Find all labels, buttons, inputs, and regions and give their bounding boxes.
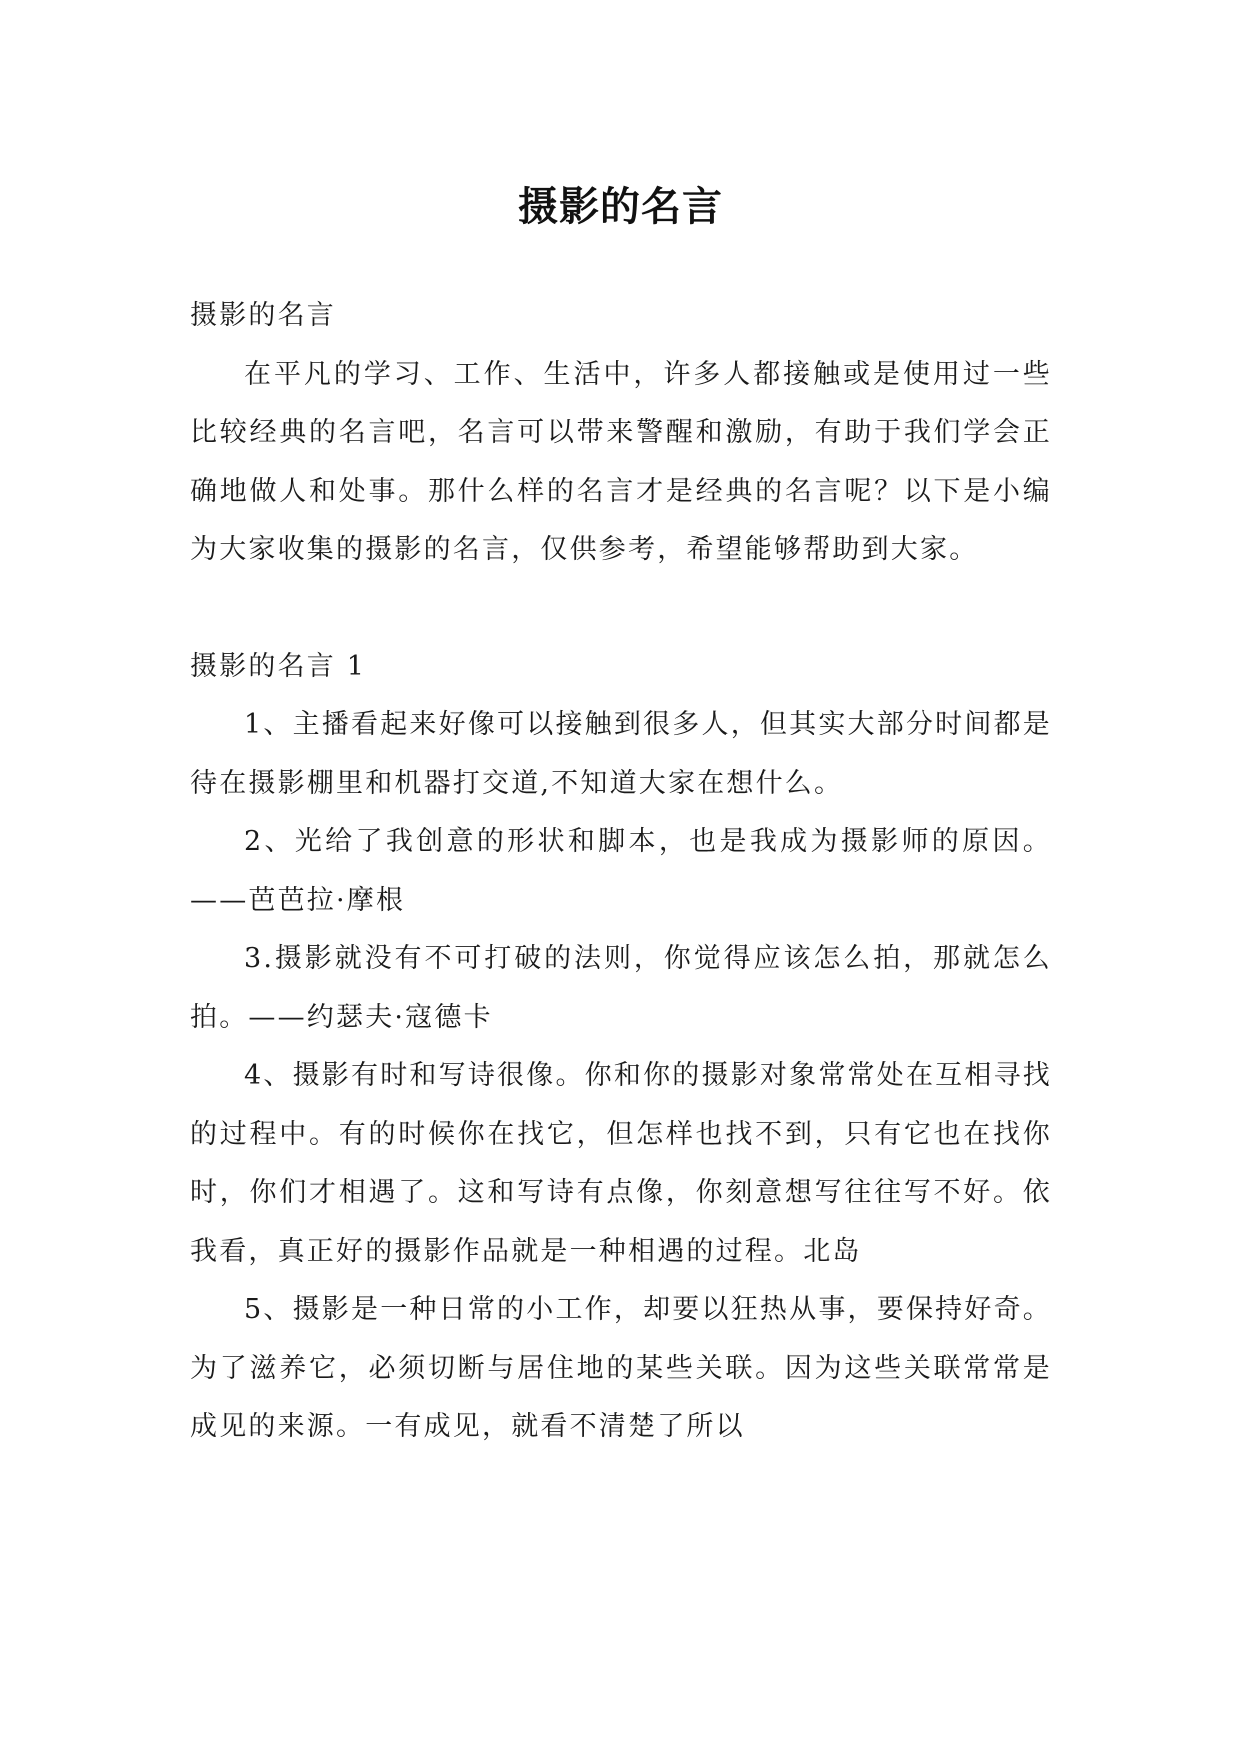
quote-paragraph: 3.摄影就没有不可打破的法则，你觉得应该怎么拍，那就怎么拍。——约瑟夫·寇德卡 [190, 943, 1052, 1033]
intro-paragraph: 在平凡的学习、工作、生活中，许多人都接触或是使用过一些比较经典的名言吧，名言可以带来警醒和激励，有助于我们学会正确地做人和处事。那什么样的名言才是经典的名言呢？以下是小编为大家收集的摄影的名言，仅供参考，希望能够帮助到大家。 [190, 358, 1052, 565]
quote-paragraph: 2、光给了我创意的形状和脚本，也是我成为摄影师的原因。——芭芭拉·摩根 [190, 826, 1052, 916]
quote-paragraph: 1、主播看起来好像可以接触到很多人，但其实大部分时间都是待在摄影棚里和机器打交道,不知道大家在想什么。 [190, 709, 1052, 799]
document-title: 摄影的名言 [518, 183, 723, 230]
intro-heading: 摄影的名言 [190, 300, 336, 331]
quote-paragraph: 5、摄影是一种日常的小工作，却要以狂热从事，要保持好奇。为了滋养它，必须切断与居住地的某些关联。因为这些关联常常是成见的来源。一有成见，就看不清楚了所以 [190, 1294, 1052, 1442]
document-body [190, 287, 1052, 1457]
section-heading: 摄影的名言 1 [190, 650, 367, 682]
quote-paragraph: 4、摄影有时和写诗很像。你和你的摄影对象常常处在互相寻找的过程中。有的时候你在找它，但怎样也找不到，只有它也在找你时，你们才相遇了。这和写诗有点像，你刻意想写往往写不好。依我看，真正好的摄影作品就是一种相遇的过程。北岛 [190, 1060, 1052, 1267]
section-spacer [190, 580, 1052, 638]
